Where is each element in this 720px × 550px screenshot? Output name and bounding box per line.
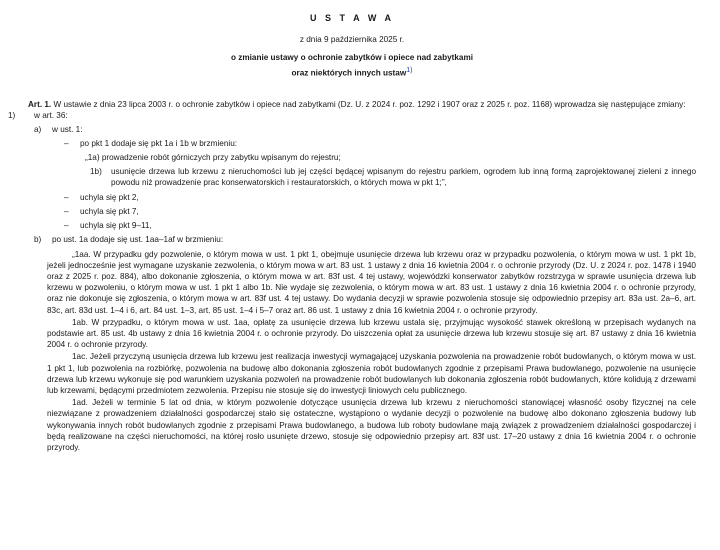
tiret-2 bbox=[8, 192, 696, 203]
paragraph-1ab: 1ab. W przypadku, o którym mowa w ust. 1aa, opłatę za usunięcie drzewa lub krzewu ustala się, przyjmując wysokość stawek określoną w przepisach wydanych na podstawie art. 85 ust. 4b ustawy z dnia 16 kwietnia 2004 r. o ochronie przyrody. Do uiszczenia opłat za usunięcie drzewa lub krzewu stosuje się art. 87 ustawy z dnia 16 kwietnia 2004 r. o ochronie przyrody. bbox=[47, 317, 696, 350]
tiret-2-text: uchyla się pkt 2, bbox=[80, 192, 139, 202]
point-1 bbox=[8, 110, 696, 121]
tiret-4-label: – bbox=[64, 220, 69, 230]
tiret-1-label: – bbox=[64, 139, 69, 149]
letter-a bbox=[8, 124, 696, 135]
article-1-intro bbox=[8, 99, 696, 110]
subject-line-2-text: oraz niektórych innych ustaw bbox=[291, 68, 407, 78]
tiret-1 bbox=[8, 138, 696, 149]
document-page bbox=[0, 13, 720, 550]
article-1-label: Art. 1. bbox=[28, 99, 52, 109]
letter-b-label: b) bbox=[34, 234, 42, 244]
quote-1a-text: „1a) prowadzenie robót górniczych przy zabytku wpisanym do rejestru; bbox=[85, 153, 341, 163]
quote-1b bbox=[8, 166, 696, 188]
act-date: z dnia 9 października 2025 r. bbox=[299, 35, 405, 44]
tiret-4-text: uchyla się pkt 9–11, bbox=[80, 220, 152, 230]
subject-line-2 bbox=[8, 64, 696, 80]
letter-b-text: po ust. 1a dodaje się ust. 1aa–1af w brzmieniu: bbox=[52, 234, 224, 244]
article-1-text: W ustawie z dnia 23 lipca 2003 r. o ochronie zabytków i opiece nad zabytkami (Dz. U. z 2024 r. poz. 1292 i 1907 oraz z 2025 r. poz. 1168) wprowadza się następujące zmiany: bbox=[51, 99, 686, 109]
act-subject bbox=[8, 51, 696, 80]
tiret-3-label: – bbox=[64, 206, 69, 216]
act-title: U S T A W A bbox=[310, 13, 394, 23]
tiret-3-text: uchyla się pkt 7, bbox=[80, 206, 139, 216]
paragraph-1ac: 1ac. Jeżeli przyczyną usunięcia drzewa lub krzewu jest realizacja inwestycji wymagającej uzyskania pozwolenia na prowadzenie robót budowlanych, o którym mowa w ust. 1 pkt 1, lub pozwolenia na rozbiórkę, pozwolenia na budowę albo dokonania zgłoszenia robót budowlanych zgodnie z przepisami Prawa budowlanego, pozwolenie na usunięcie drzewa lub krzewu wykonuje się pod warunkiem uzyskania pozwoleń na prowadzenie robót budowlanych lub dokonania zgłoszenia robót budowlanych, które kolidują z drzewami lub krzewami, będącymi przedmiotem zezwolenia. Przepisu nie stosuje się do inwestycji liniowych celu publicznego. bbox=[47, 352, 696, 395]
letter-a-text: w ust. 1: bbox=[52, 125, 83, 135]
point-1-label: 1) bbox=[8, 111, 16, 121]
letter-b bbox=[8, 234, 696, 245]
quote-1a bbox=[8, 152, 696, 163]
tiret-3 bbox=[8, 206, 696, 217]
tiret-1-text: po pkt 1 dodaje się pkt 1a i 1b w brzmieniu: bbox=[80, 139, 238, 149]
footnote-link[interactable]: 1) bbox=[406, 67, 413, 75]
tiret-4 bbox=[8, 220, 696, 231]
point-1-text: w art. 36: bbox=[34, 111, 68, 121]
quote-1b-text: usunięcie drzewa lub krzewu z nieruchomości lub jej części będącej wpisanym do rejestru parkiem, ogrodem lub inną formą zaprojektowanej zieleni z innego powodu niż prowadzenie prac konserwatorskich i restauratorskich, o których mowa w pkt 1;”, bbox=[111, 167, 696, 188]
subject-line-1: o zmianie ustawy o ochronie zabytków i opiece nad zabytkami bbox=[230, 53, 474, 63]
letter-a-label: a) bbox=[34, 125, 42, 135]
tiret-2-label: – bbox=[64, 192, 69, 202]
paragraph-1ad: 1ad. Jeżeli w terminie 5 lat od dnia, w którym pozwolenie dotyczące usunięcia drzewa lub krzewu z nieruchomości stanowiącej własność osoby fizycznej na cele niezwiązane z prowadzeniem działalności gospodarczej stało się ostateczne, wystąpiono o wydanie decyzji o pozwolenie na budowę albo dokonano zgłoszenia budowy lub wykonywania innych robót budowlanych zgodnie z przepisami Prawa budowlanego, a budowa lub roboty budowlane mają związek z prowadzeniem działalności gospodarczej i będą realizowane na części nieruchomości, na której rosło usunięte drzewo, stosuje się odpowiednio przepisy art. 83f ust. 17–20 ustawy z dnia 16 kwietnia 2004 r. o ochronie przyrody. bbox=[47, 398, 696, 452]
paragraph-1aa: „1aa. W przypadku gdy pozwolenie, o którym mowa w ust. 1 pkt 1, obejmuje usunięcie drzewa lub krzewu oraz w przypadku pozwolenia, o którym mowa w ust. 1 pkt 1b, jeżeli jednocześnie jest wymagane uzyskanie zezwolenia, o którym mowa w art. 83 ust. 1 ustawy z dnia 16 kwietnia 2004 r. o ochronie przyrody (Dz. U. z 2024 r. poz. 1478 i 1940 oraz z 2025 r. poz. 884), albo dokonanie zgłoszenia, o którym mowa w art. 83f ust. 4 tej ustawy, wojewódzki konserwator zabytków rozstrzyga w sprawie usunięcia drzewa lub krzewu w pozwoleniu, o którym mowa w ust. 1 pkt 1 albo 1b. Nie wydaje się zezwolenia, o którym mowa w art. 83 ust. 1 ustawy z dnia 16 kwietnia 2004 r. o ochronie przyrody, oraz nie dokonuje się zgłoszenia, o którym mowa w art. 83f ust. 4 tej ustawy. Do wydania decyzji w sprawie pozwolenia stosuje się odpowiednio przepisy art. 83a ust. 2a–6, art. 83c, art. 83d ust. 1–4 i 6, art. 84 ust. 1–3, art. 85 ust. 1–4 i 5–7 oraz art. 86 ust. 1 ustawy z dnia 16 kwietnia 2004 r. o ochronie przyrody. bbox=[47, 249, 696, 315]
quote-1b-label: 1b) bbox=[90, 167, 102, 177]
